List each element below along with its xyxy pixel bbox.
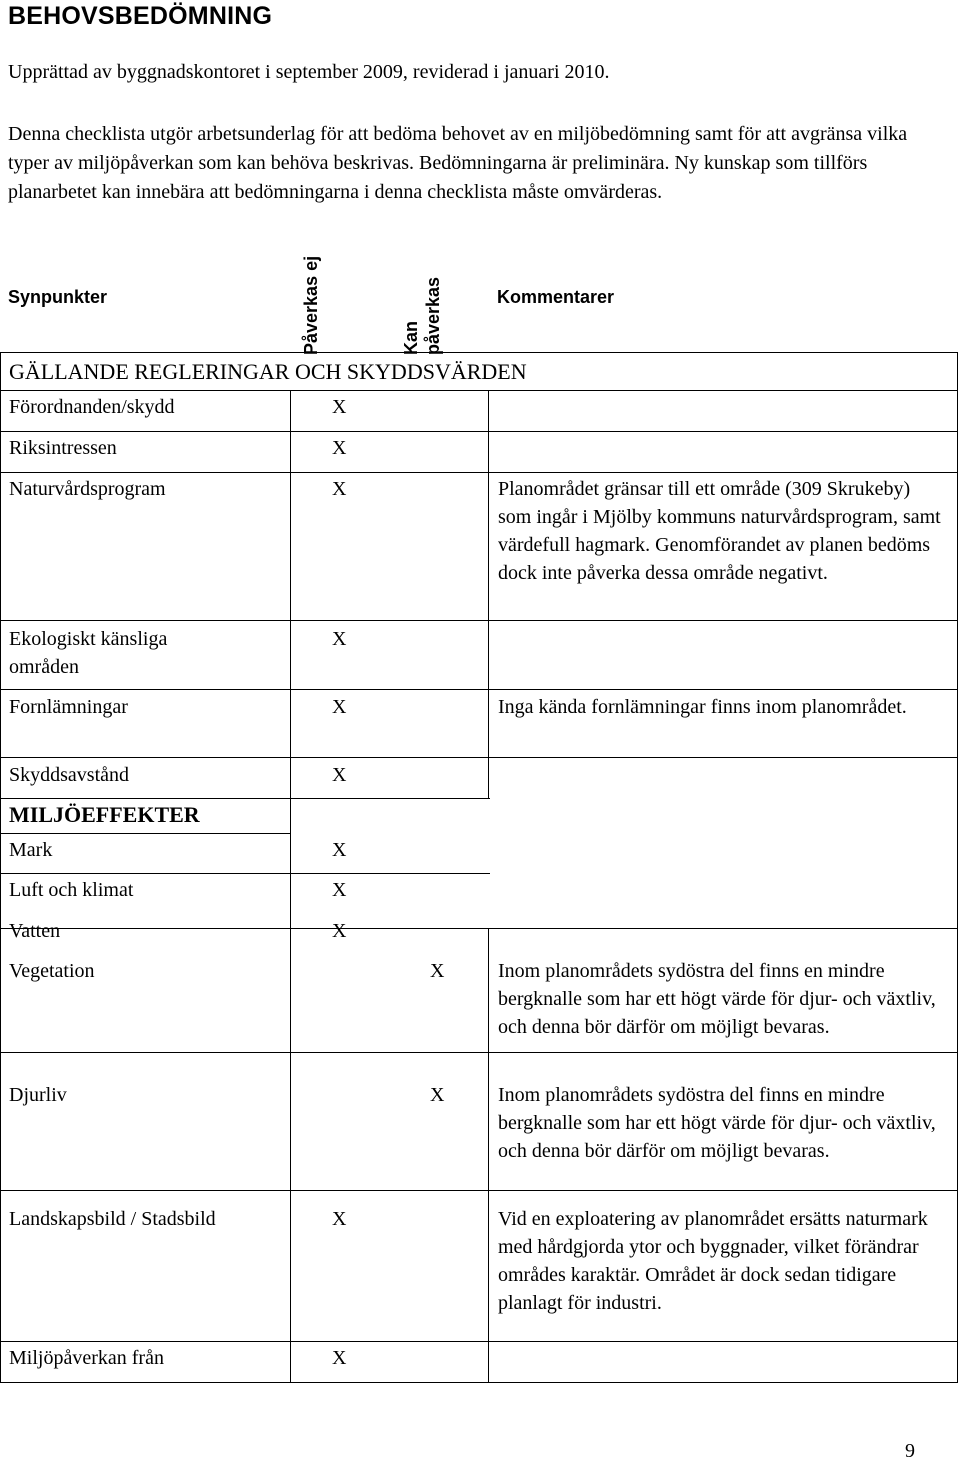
section-heading: MILJÖEFFEKTER xyxy=(9,802,200,827)
intro-paragraph: Denna checklista utgör arbetsunderlag för att bedöma behovet av en miljöbedömning samt för att avgränsa vilka typer av miljöpåverkan som kan behöva beskrivas. Bedömningarna är preliminära. Ny kunskap som tillförs planarbetet kan innebära att bedömningarna i denna checklista måste omvärderas. xyxy=(8,123,908,203)
row-label: Djurliv xyxy=(9,1084,67,1106)
row-label: Förordnanden/skydd xyxy=(9,396,175,418)
column-header-synpunkter: Synpunkter xyxy=(8,287,108,307)
row-label: Luft och klimat xyxy=(9,879,134,901)
mark-paverkas-ej: X xyxy=(332,396,347,418)
mark-paverkas-ej: X xyxy=(332,478,347,500)
row-divider xyxy=(1,620,957,621)
column-divider xyxy=(488,390,489,798)
column-divider xyxy=(488,928,489,1382)
row-label: Vegetation xyxy=(9,960,95,982)
document-title: BEHOVSBEDÖMNING xyxy=(8,2,273,30)
page-number: 9 xyxy=(905,1440,915,1462)
row-label: Fornlämningar xyxy=(9,696,128,718)
row-divider xyxy=(1,1341,957,1342)
column-header-paverkas-ej: Påverkas ej xyxy=(301,255,321,355)
row-label: Landskapsbild / Stadsbild xyxy=(9,1208,216,1230)
mark-paverkas-ej: X xyxy=(332,920,347,942)
document-subtitle: Upprättad av byggnadskontoret i september 2009, reviderad i januari 2010. xyxy=(8,61,610,83)
row-divider xyxy=(1,833,290,834)
column-header-kommentarer: Kommentarer xyxy=(497,287,615,307)
row-label: Ekologiskt känsliga områden xyxy=(9,628,168,678)
row-label: Riksintressen xyxy=(9,437,117,459)
row-divider xyxy=(1,1190,957,1191)
row-divider xyxy=(1,472,957,473)
row-divider xyxy=(1,689,957,690)
row-divider xyxy=(1,798,490,799)
row-divider xyxy=(1,431,957,432)
mark-paverkas-ej: X xyxy=(332,839,347,861)
checklist-table xyxy=(0,352,958,1383)
row-comment: Inom planområdets sydöstra del finns en mindre bergknalle som har ett högt värde för djur- och växtliv, och denna bör därför om möjligt bevaras. xyxy=(498,960,936,1038)
column-divider xyxy=(290,390,291,1382)
row-label: Mark xyxy=(9,839,53,861)
section-heading: GÄLLANDE REGLERINGAR OCH SKYDDSVÄRDEN xyxy=(9,359,527,384)
mark-paverkas-ej: X xyxy=(332,696,347,718)
row-divider xyxy=(1,1052,957,1053)
row-label: Miljöpåverkan från xyxy=(9,1347,164,1369)
mark-kan-paverkas: X xyxy=(430,960,445,982)
row-divider xyxy=(1,757,957,758)
mark-paverkas-ej: X xyxy=(332,764,347,786)
mark-paverkas-ej: X xyxy=(332,437,347,459)
row-comment: Planområdet gränsar till ett område (309 Skrukeby) som ingår i Mjölby kommuns naturvårdsprogram, samt värdefull hagmark. Genomförandet av planen bedöms dock inte påverka dessa område negativt. xyxy=(498,478,941,584)
column-header-kan-paverkas: Kan påverkas xyxy=(401,276,443,355)
row-label: Vatten xyxy=(9,920,61,942)
row-comment: Inga kända fornlämningar finns inom planområdet. xyxy=(498,696,907,718)
mark-kan-paverkas: X xyxy=(430,1084,445,1106)
row-label: Naturvårdsprogram xyxy=(9,478,166,500)
row-divider xyxy=(1,873,490,874)
mark-paverkas-ej: X xyxy=(332,1347,347,1369)
mark-paverkas-ej: X xyxy=(332,879,347,901)
mark-paverkas-ej: X xyxy=(332,628,347,650)
mark-paverkas-ej: X xyxy=(332,1208,347,1230)
row-label: Skyddsavstånd xyxy=(9,764,129,786)
row-divider xyxy=(1,390,957,391)
row-comment: Inom planområdets sydöstra del finns en mindre bergknalle som har ett högt värde för djur- och växtliv, och denna bör därför om möjligt bevaras. xyxy=(498,1084,936,1162)
row-comment: Vid en exploatering av planområdet ersätts naturmark med hårdgjorda ytor och byggnader, vilket förändrar områdes karaktär. Området är dock sedan tidigare planlagt för industri. xyxy=(498,1208,928,1314)
